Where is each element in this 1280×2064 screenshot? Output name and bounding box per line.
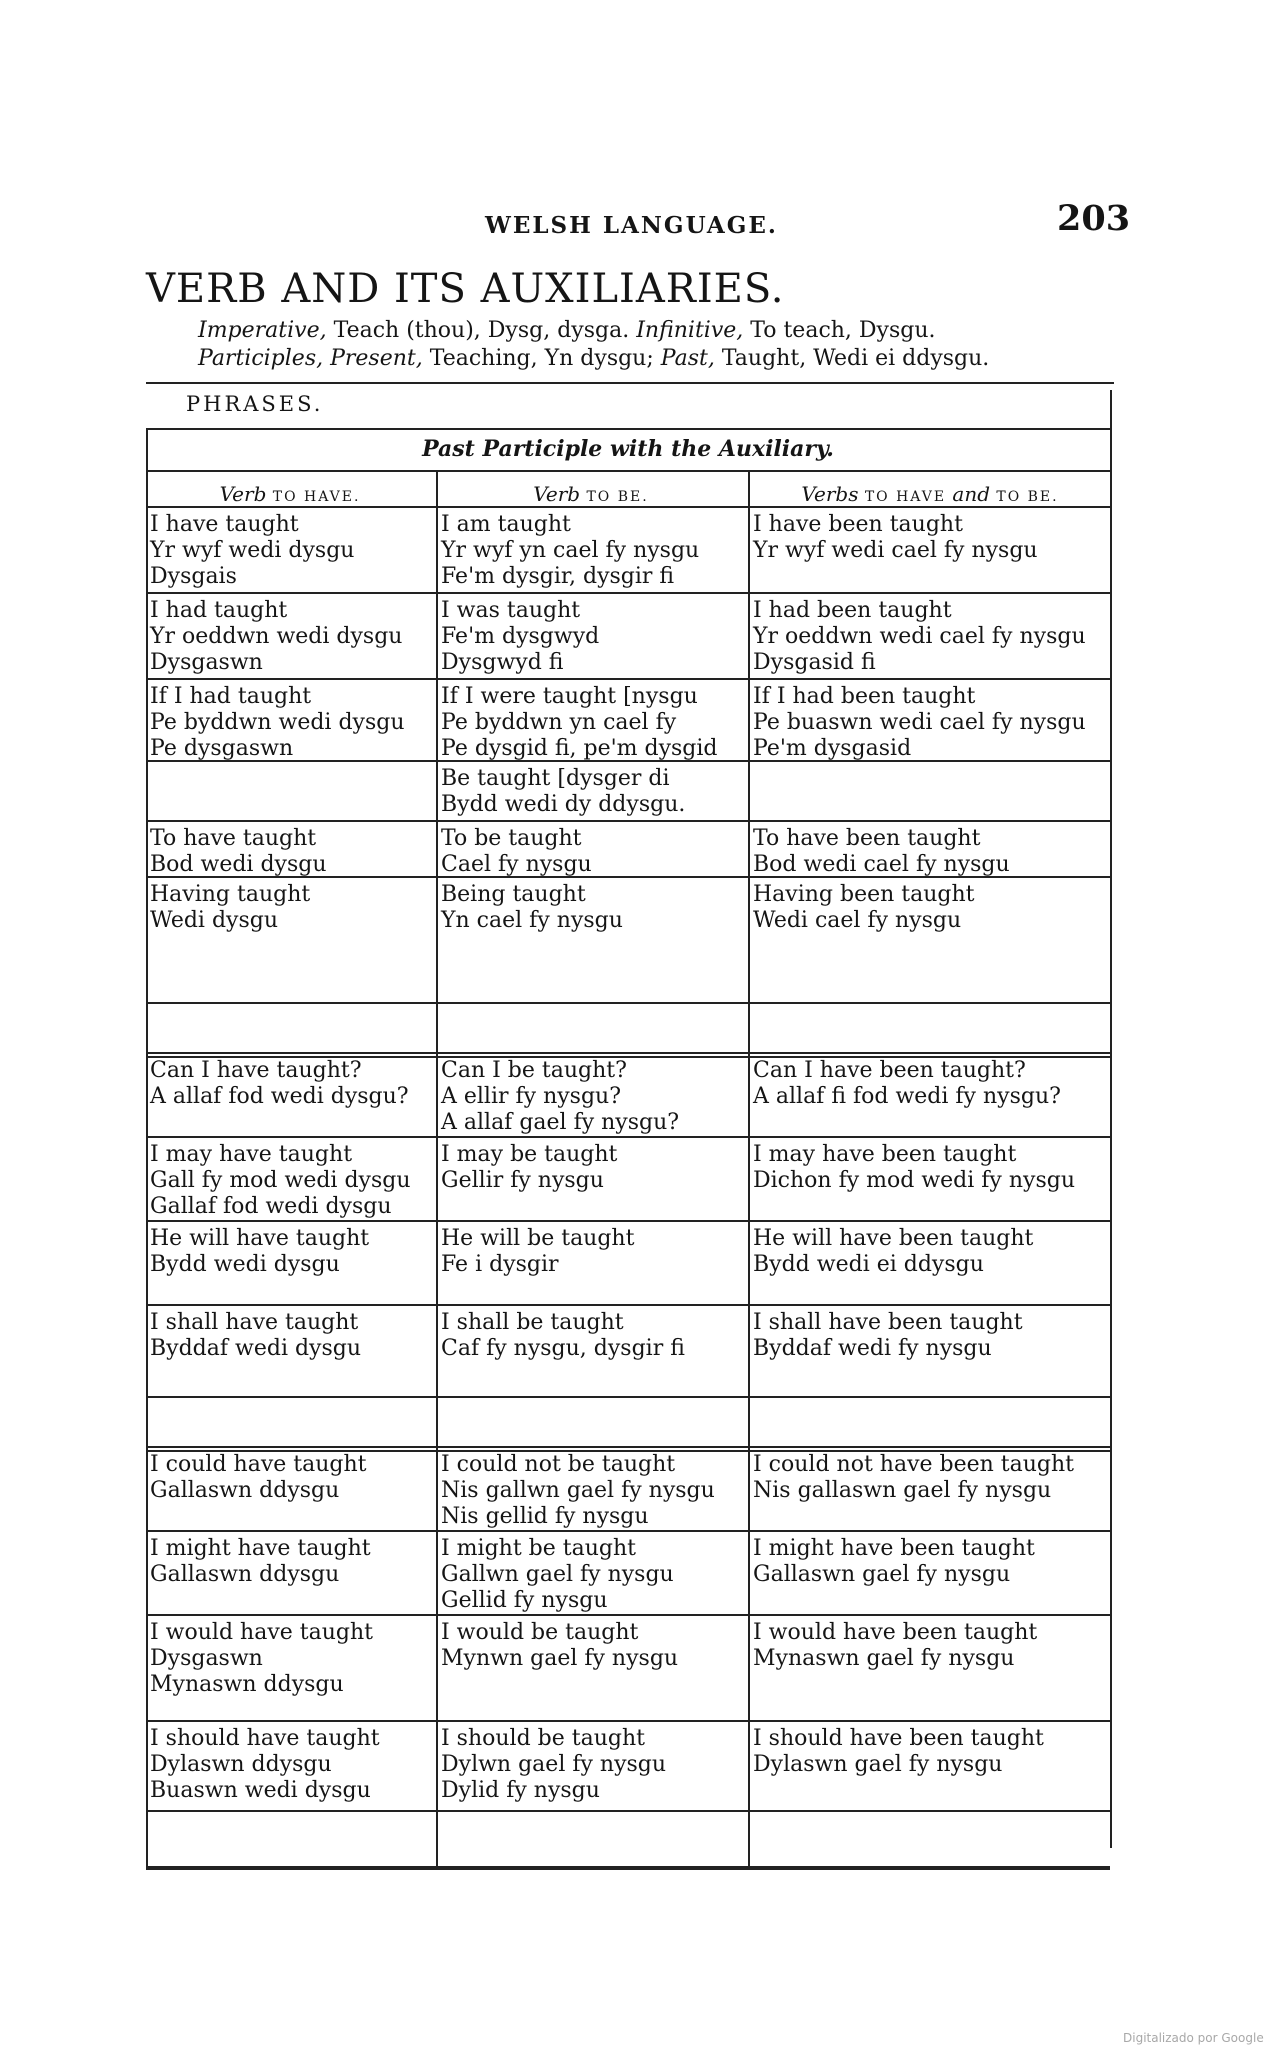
imperative-text: Teach (thou), Dysg, dysga. [333,318,630,343]
table-cell-line: Pe buaswn wedi cael fy nysgu [753,710,1086,735]
table-cell-line: Nis gellid fy nysgu [441,1504,649,1529]
table-cell-line: He will have been taught [753,1226,1034,1251]
table-cell-line: Bydd wedi dysgu [150,1252,340,1277]
table-cell-line: Being taught [441,882,586,907]
table-cell-line: I have taught [150,512,299,537]
participles-label: Participles, Present, [198,346,423,371]
table-cell-line: I had taught [150,598,288,623]
table-cell-line: Gallaswn ddysgu [150,1562,340,1587]
table-cell-line: Gallaswn ddysgu [150,1478,340,1503]
table-cell-line: He will have taught [150,1226,370,1251]
row-rule [146,1720,1110,1722]
caption-rule [146,470,1110,472]
row-rule [146,1220,1110,1222]
table-cell-line: Pe dysgaswn [150,736,294,761]
table-cell-line: Fe'm dysgwyd [441,624,600,649]
table-cell-line: Fe i dysgir [441,1252,559,1277]
table-left-border [146,428,148,1868]
table-cell-line: Gallwn gael fy nysgu [441,1562,674,1587]
table-cell-line: I could have taught [150,1452,367,1477]
table-cell-line: I would be taught [441,1620,639,1645]
table-cell-line: Having taught [150,882,311,907]
table-cell-line: Yr wyf wedi dysgu [150,538,355,563]
page-title: VERB AND ITS AUXILIARIES. [146,266,785,312]
table-cell-line: Bydd wedi ei ddysgu [753,1252,984,1277]
row-rule [146,1304,1110,1306]
row-rule [146,592,1110,594]
table-cell-line: Dylaswn gael fy nysgu [753,1752,1003,1777]
table-cell-line: Gall fy mod wedi dysgu [150,1168,411,1193]
table-cell-line: Wedi dysgu [150,908,279,933]
blank-row-rule [146,1002,1110,1004]
table-cell-line: Gellir fy nysgu [441,1168,604,1193]
table-cell-line: Yr oeddwn wedi dysgu [150,624,403,649]
table-cell-line: Cael fy nysgu [441,852,592,877]
table-cell-line: He will be taught [441,1226,635,1251]
table-cell-line: Dysgasid fi [753,650,876,675]
table-cell-line: I have been taught [753,512,963,537]
row-rule [146,506,1110,508]
table-right-border [1110,390,1112,1848]
table-cell-line: Mynwn gael fy nysgu [441,1646,679,1671]
blank-row-rule [146,1810,1110,1812]
row-rule [146,1136,1110,1138]
table-cell-line: Gallaf fod wedi dysgu [150,1194,392,1219]
row-rule [146,820,1110,822]
table-cell-line: Nis gallwn gael fy nysgu [441,1478,715,1503]
table-cell-line: A allaf gael fy nysgu? [441,1110,680,1135]
table-cell-line: Byddaf wedi dysgu [150,1336,362,1361]
table-cell-line: Can I have taught? [150,1058,362,1083]
table-cell-line: I may have taught [150,1142,353,1167]
table-cell-line: Be taught [dysger di [441,766,670,791]
table-cell-line: To have been taught [753,826,981,851]
phrases-label: PHRASES. [186,392,324,416]
table-bottom-rule [146,1868,1110,1870]
table-top-rule [146,428,1110,430]
table-cell-line: Bod wedi cael fy nysgu [753,852,1010,877]
table-cell-line: If I had taught [150,684,312,709]
table-cell-line: Dylaswn ddysgu [150,1752,332,1777]
scan-watermark: Digitalizado por Google [1123,2031,1264,2045]
row-rule [146,1446,1110,1448]
table-cell-line: I may have been taught [753,1142,1017,1167]
running-head: WELSH LANGUAGE. [485,212,778,239]
table-cell-line: Caf fy nysgu, dysgir fi [441,1336,685,1361]
table-cell-line: Dysgwyd fi [441,650,564,675]
imperative-line [198,318,936,343]
table-cell-line: Mynaswn gael fy nysgu [753,1646,1015,1671]
present-participle-text: Teaching, Yn dysgu; [429,346,654,371]
table-cell-line: I shall have been taught [753,1310,1023,1335]
table-cell-line: A allaf fod wedi dysgu? [150,1084,409,1109]
table-cell-line: I should have been taught [753,1726,1044,1751]
table-cell-line: I am taught [441,512,571,537]
table-cell-line: Wedi cael fy nysgu [753,908,962,933]
table-cell-line: I would have been taught [753,1620,1038,1645]
table-cell-line: I would have taught [150,1620,373,1645]
table-cell-line: To have taught [150,826,317,851]
table-cell-line: I might have been taught [753,1536,1035,1561]
table-cell-line: I might be taught [441,1536,636,1561]
row-rule [146,1614,1110,1616]
table-cell-line: Can I be taught? [441,1058,627,1083]
table-cell-line: I had been taught [753,598,952,623]
table-cell-line: Nis gallaswn gael fy nysgu [753,1478,1052,1503]
table-cell-line: Pe dysgid fi, pe'm dysgid [441,736,718,761]
table-cell-line: To be taught [441,826,582,851]
table-cell-line: I may be taught [441,1142,618,1167]
table-cell-line: Yr oeddwn wedi cael fy nysgu [753,624,1086,649]
table-cell-line: I might have taught [150,1536,371,1561]
table-cell-line: I could not be taught [441,1452,676,1477]
row-rule [146,678,1110,680]
table-cell-line: A ellir fy nysgu? [441,1084,622,1109]
table-cell-line: Having been taught [753,882,975,907]
table-cell-line: Bod wedi dysgu [150,852,327,877]
participles-line [198,346,989,371]
table-cell-line: I should be taught [441,1726,645,1751]
table-cell-line: Can I have been taught? [753,1058,1026,1083]
imperative-label: Imperative, [198,318,327,343]
table-cell-line: Pe'm dysgasid [753,736,912,761]
table-cell-line: Fe'm dysgir, dysgir fi [441,564,675,589]
table-cell-line: If I were taught [nysgu [441,684,698,709]
column-header-to-have: Verb TO HAVE. [219,482,361,506]
table-cell-line: Dichon fy mod wedi fy nysgu [753,1168,1075,1193]
table-cell-line: I shall have taught [150,1310,359,1335]
table-cell-line: Yr wyf wedi cael fy nysgu [753,538,1038,563]
table-cell-line: Yn cael fy nysgu [441,908,623,933]
infinitive-label: Infinitive, [636,318,744,343]
table-cell-line: Mynaswn ddysgu [150,1672,344,1697]
table-cell-line: I shall be taught [441,1310,624,1335]
table-cell-line: I was taught [441,598,581,623]
table-cell-line: Buaswn wedi dysgu [150,1778,371,1803]
table-cell-line: Dylid fy nysgu [441,1778,600,1803]
row-rule [146,1052,1110,1054]
table-cell-line: Gallaswn gael fy nysgu [753,1562,1011,1587]
blank-row-rule [146,1396,1110,1398]
top-rule [146,382,1114,384]
table-cell-line: Pe byddwn wedi dysgu [150,710,405,735]
table-caption: Past Participle with the Auxiliary. [422,436,834,462]
infinitive-text: To teach, Dysgu. [750,318,936,343]
table-cell-line: Pe byddwn yn cael fy [441,710,677,735]
row-rule [146,1530,1110,1532]
table-cell-line: Dysgaswn [150,650,263,675]
table-cell-line: Dylwn gael fy nysgu [441,1752,667,1777]
past-participle-text: Taught, Wedi ei ddysgu. [721,346,990,371]
table-cell-line: A allaf fi fod wedi fy nysgu? [753,1084,1061,1109]
table-cell-line: Dysgais [150,564,237,589]
table-cell-line: Bydd wedi dy ddysgu. [441,792,686,817]
table-cell-line: Yr wyf yn cael fy nysgu [441,538,700,563]
table-cell-line: I should have taught [150,1726,380,1751]
table-cell-line: Dysgaswn [150,1646,263,1671]
table-cell-line: I could not have been taught [753,1452,1075,1477]
table-cell-line: If I had been taught [753,684,976,709]
past-label: Past, [660,346,715,371]
column-header-to-be: Verb TO BE. [533,482,649,506]
page-number: 203 [1057,198,1131,239]
table-cell-line: Gellid fy nysgu [441,1588,608,1613]
table-cell-line: Byddaf wedi fy nysgu [753,1336,992,1361]
column-header-to-have-and-to-be: Verbs TO HAVE and TO BE. [801,482,1059,506]
